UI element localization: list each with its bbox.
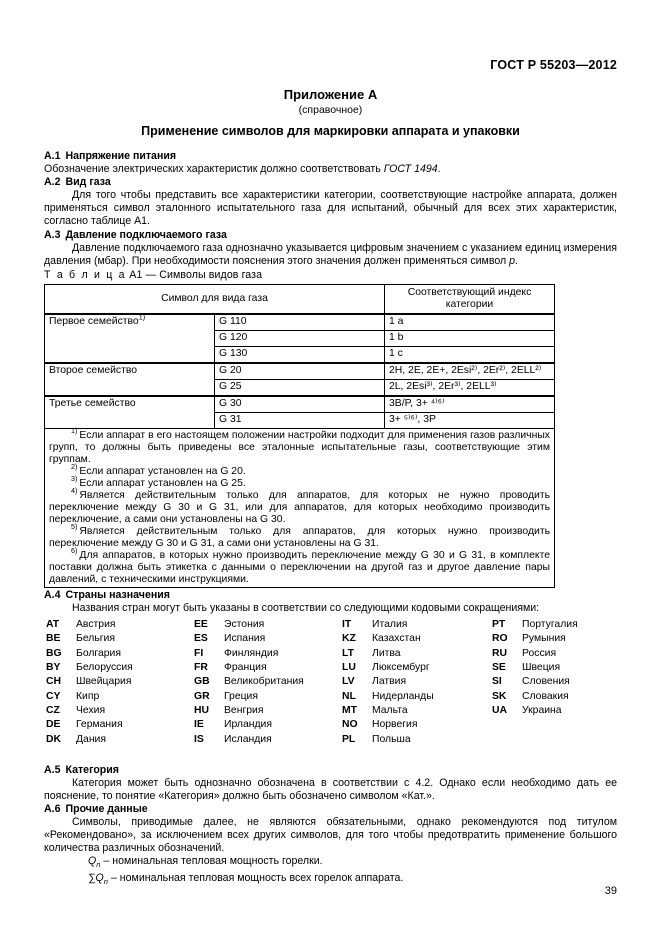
a3-symbol: p [509, 254, 516, 267]
table-cell-code: G 120 [215, 330, 385, 346]
table-caption-label: Т а б л и ц а [44, 268, 127, 281]
country-name: Мальта [372, 704, 408, 716]
country-name: Ирландия [224, 719, 272, 731]
table-row [45, 314, 555, 331]
country-code: IS [194, 733, 204, 745]
country-code: FI [194, 647, 204, 659]
country-name: Белоруссия [76, 662, 133, 674]
section-title-a4: Страны назначения [65, 588, 170, 601]
country-name: Бельгия [76, 633, 115, 645]
country-code: SI [492, 676, 502, 688]
country-code: RU [492, 647, 508, 659]
table-cell-family: Третье семейство [45, 396, 215, 429]
family-footnote-marker: 1) [138, 312, 146, 322]
table-cell-code: G 31 [215, 412, 385, 428]
country-code: MT [342, 704, 358, 716]
section-body-a1 [44, 163, 617, 176]
footnote-3 [49, 474, 550, 490]
country-name: Франция [224, 662, 267, 674]
section-heading-a2 [44, 176, 617, 189]
table-notes-row [45, 428, 555, 587]
section-body-a3 [44, 242, 617, 268]
table-cell-family [45, 314, 215, 363]
a1-text-suffix: . [437, 163, 441, 176]
family-label: Первое семейство [49, 315, 139, 327]
country-name: Норвегия [372, 719, 418, 731]
country-code: DE [46, 719, 61, 731]
country-name: Словакия [522, 690, 569, 702]
country-code: PL [342, 733, 356, 745]
footnote-text: Является действительным только для аппаратов, для которых не нужно проводить переключение между G 30 и G 31, или для аппаратов, для которых необходимо производить переключение, а сами они установлены на G 30. [49, 489, 550, 525]
country-name: Эстония [224, 619, 265, 631]
country-code: BE [46, 633, 61, 645]
country-name: Венгрия [224, 704, 264, 716]
country-name: Швейцария [76, 676, 132, 688]
section-number-a6: А.6 [44, 803, 61, 816]
country-codes-grid [46, 618, 617, 747]
symbol-sum-qn-subscript: n [103, 876, 109, 886]
appendix-title: Приложение А [283, 87, 378, 102]
section-heading-a5 [44, 764, 617, 777]
section-number-a2: А.2 [44, 176, 61, 189]
country-code: LT [342, 647, 354, 659]
footnote-marker: 1) [71, 426, 78, 436]
country-name: Польша [372, 733, 411, 745]
table-cell-family: Второе семейство [45, 363, 215, 396]
symbol-sum-qn-text: – номинальная тепловая мощность всех горелок аппарата. [108, 871, 404, 884]
footnote-text: Если аппарат установлен на G 20. [79, 465, 246, 477]
appendix-main-title: Применение символов для маркировки аппарата и упаковки [141, 124, 520, 138]
table-header-row [45, 284, 555, 314]
country-name: Греция [224, 690, 258, 702]
country-code: CH [46, 676, 62, 688]
footnote-5 [49, 522, 550, 550]
table-cell-index: 2H, 2E, 2E+, 2Esi²⁾, 2Er²⁾, 2ELL²⁾ [385, 363, 555, 380]
country-code: CY [46, 690, 61, 702]
footnote-text: Если аппарат в его настоящем положении настройки подходит для применения газов различных групп, то должны быть приведены все эталонные испытательные газы, соответствующие этим группам. [49, 429, 550, 465]
table-cell-index: 1 c [385, 346, 555, 363]
page-number: 39 [604, 885, 617, 897]
country-name: Финляндия [224, 647, 279, 659]
country-name: Швеция [522, 662, 561, 674]
symbol-qn-subscript: n [96, 860, 101, 870]
symbol-qn-text: – номинальная тепловая мощность горелки. [100, 855, 323, 868]
country-code: LV [342, 676, 355, 688]
country-name: Словения [522, 676, 570, 688]
section-body-a6: Символы, приводимые далее, не являются обязательными, однако рекомендуются под титулом «Рекомендовано», за исключением всех других символов, для того чтобы предотвратить применение большого количества различных обозначений. [44, 816, 617, 855]
section-number-a3: А.3 [44, 228, 61, 241]
country-code: GR [194, 690, 210, 702]
footnote-text: Для аппаратов, в которых нужно производить переключение между G 30 и G 31, в комплекте поставки должна быть этикетка с данными о переключении на другой газ и другое давление пары давлений, с техническими инструкциями. [49, 549, 550, 585]
country-name: Чехия [76, 704, 106, 716]
table-footnotes [45, 428, 555, 587]
section-title-a5: Категория [65, 763, 119, 776]
country-code: KZ [342, 633, 356, 645]
a3-text-suffix: . [515, 254, 518, 267]
country-code: IT [342, 619, 352, 631]
country-name: Россия [522, 647, 557, 659]
country-code: DK [46, 733, 62, 745]
country-code: RO [492, 633, 508, 645]
country-code: SE [492, 662, 506, 674]
section-title-a1: Напряжение питания [65, 150, 177, 162]
table-cell-code: G 130 [215, 346, 385, 363]
country-name: Германия [76, 719, 123, 731]
table-caption [44, 269, 617, 282]
table-cell-index: 3B/P, 3+ ⁴⁾⁶⁾ [385, 396, 555, 413]
section-number-a5: А.5 [44, 763, 61, 776]
footnote-text: Если аппарат установлен на G 25. [79, 477, 246, 489]
footnote-marker: 2) [71, 462, 78, 472]
country-name: Украина [522, 704, 562, 716]
section-body-a4: Названия стран могут быть указаны в соответствии со следующими кодовыми сокращениями: [72, 602, 540, 615]
country-name: Италия [372, 619, 408, 631]
section-number-a4: А.4 [44, 588, 61, 601]
country-code: UA [492, 704, 508, 716]
country-code: PT [492, 619, 506, 631]
symbol-definition-sum-qn [44, 872, 617, 888]
country-code: IE [194, 719, 204, 731]
footnote-marker: 4) [71, 486, 78, 496]
country-code: BG [46, 647, 62, 659]
section-heading-a3 [44, 229, 617, 242]
table-cell-index: 1 a [385, 314, 555, 331]
country-code: AT [46, 619, 60, 631]
a1-text-prefix: Обозначение электрических характеристик должно соответствовать [44, 163, 384, 176]
table-header-category-index: Соответствующий индекс категории [385, 284, 555, 314]
footnote-text: Является действительным только для аппаратов, для которых нужно производить переключение между G 30 и G 31, а сами они установлены на G 31. [49, 525, 550, 549]
country-name: Нидерланды [372, 690, 434, 702]
a3-text-prefix: Давление подключаемого газа однозначно указывается цифровым значением с указанием единиц измерения давления (мбар). При необходимости пояснения этого значения должен применяться символ [44, 241, 617, 267]
country-code: ES [194, 633, 208, 645]
gas-symbols-table [44, 284, 555, 588]
table-cell-index: 3+ ⁵⁾⁶⁾, 3P [385, 412, 555, 428]
country-name: Исландия [224, 733, 272, 745]
country-code: LU [342, 662, 356, 674]
section-heading-a1 [44, 150, 617, 163]
country-name: Португалия [522, 619, 578, 631]
country-name: Люксембург [372, 662, 430, 674]
country-code: BY [46, 662, 61, 674]
country-code: CZ [46, 704, 60, 716]
document-content [44, 150, 617, 888]
country-code: HU [194, 704, 210, 716]
section-title-a2: Вид газа [65, 176, 111, 189]
section-body-a2: Для того чтобы представить все характеристики категории, соответствующие настройке аппарата, должен применяться символ эталонного испытательного газа для испытаний, обычный для всех этих характеристик, согласно таблице А1. [44, 189, 617, 228]
footnote-marker: 6) [71, 546, 78, 556]
table-cell-index: 1 b [385, 330, 555, 346]
country-name-empty [522, 733, 617, 747]
section-number-a1: А.1 [44, 150, 61, 162]
footnote-4 [49, 486, 550, 526]
section-title-a3: Давление подключаемого газа [65, 228, 227, 241]
country-name: Казахстан [372, 633, 421, 645]
section-body-a5: Категория может быть однозначно обозначена в соответствии с 4.2. Однако если необходимо дать ее пояснение, то понятие «Категория» должно быть обозначено символом «Кат.». [44, 776, 617, 802]
symbol-qn: Q [88, 855, 97, 868]
country-code: SK [492, 690, 507, 702]
footnote-6 [49, 546, 550, 586]
appendix-subtitle: (справочное) [298, 104, 363, 116]
standard-number: ГОСТ Р 55203—2012 [490, 58, 617, 72]
table-cell-index: 2L, 2Esi³⁾, 2Er³⁾, 2ELL³⁾ [385, 379, 555, 396]
country-name: Болгария [76, 647, 121, 659]
table-caption-rest: А1 — Символы видов газа [126, 268, 263, 281]
country-name: Испания [224, 633, 266, 645]
a1-reference: ГОСТ 1494 [383, 163, 438, 176]
footnote-marker: 5) [71, 522, 78, 532]
country-code: EE [194, 619, 208, 631]
country-name: Румыния [522, 633, 566, 645]
country-name: Дания [76, 733, 106, 745]
symbol-sum-qn: ∑Q [88, 871, 104, 884]
table-cell-code: G 25 [215, 379, 385, 396]
footnote-marker: 3) [71, 474, 78, 484]
country-code-empty [492, 718, 522, 732]
footnote-1 [49, 426, 550, 466]
country-code: FR [194, 662, 208, 674]
country-code: NL [342, 690, 356, 702]
section-heading-a6 [44, 803, 617, 816]
country-name: Литва [372, 647, 401, 659]
table-row [45, 363, 555, 380]
country-code: NO [342, 719, 358, 731]
country-name-empty [522, 718, 617, 732]
country-name: Кипр [76, 690, 100, 702]
country-name: Латвия [372, 676, 407, 688]
country-code: GB [194, 676, 210, 688]
table-cell-code: G 110 [215, 314, 385, 331]
country-code-empty [492, 733, 522, 747]
table-row [45, 396, 555, 413]
section-title-a6: Прочие данные [65, 803, 148, 816]
footnote-2 [49, 462, 550, 478]
table-header-gas-symbol: Символ для вида газа [45, 284, 385, 314]
section-heading-a4 [44, 589, 617, 602]
country-name: Австрия [76, 619, 116, 631]
symbol-definition-qn [44, 855, 617, 871]
table-cell-code: G 30 [215, 396, 385, 413]
table-cell-code: G 20 [215, 363, 385, 380]
country-name: Великобритания [224, 676, 304, 688]
